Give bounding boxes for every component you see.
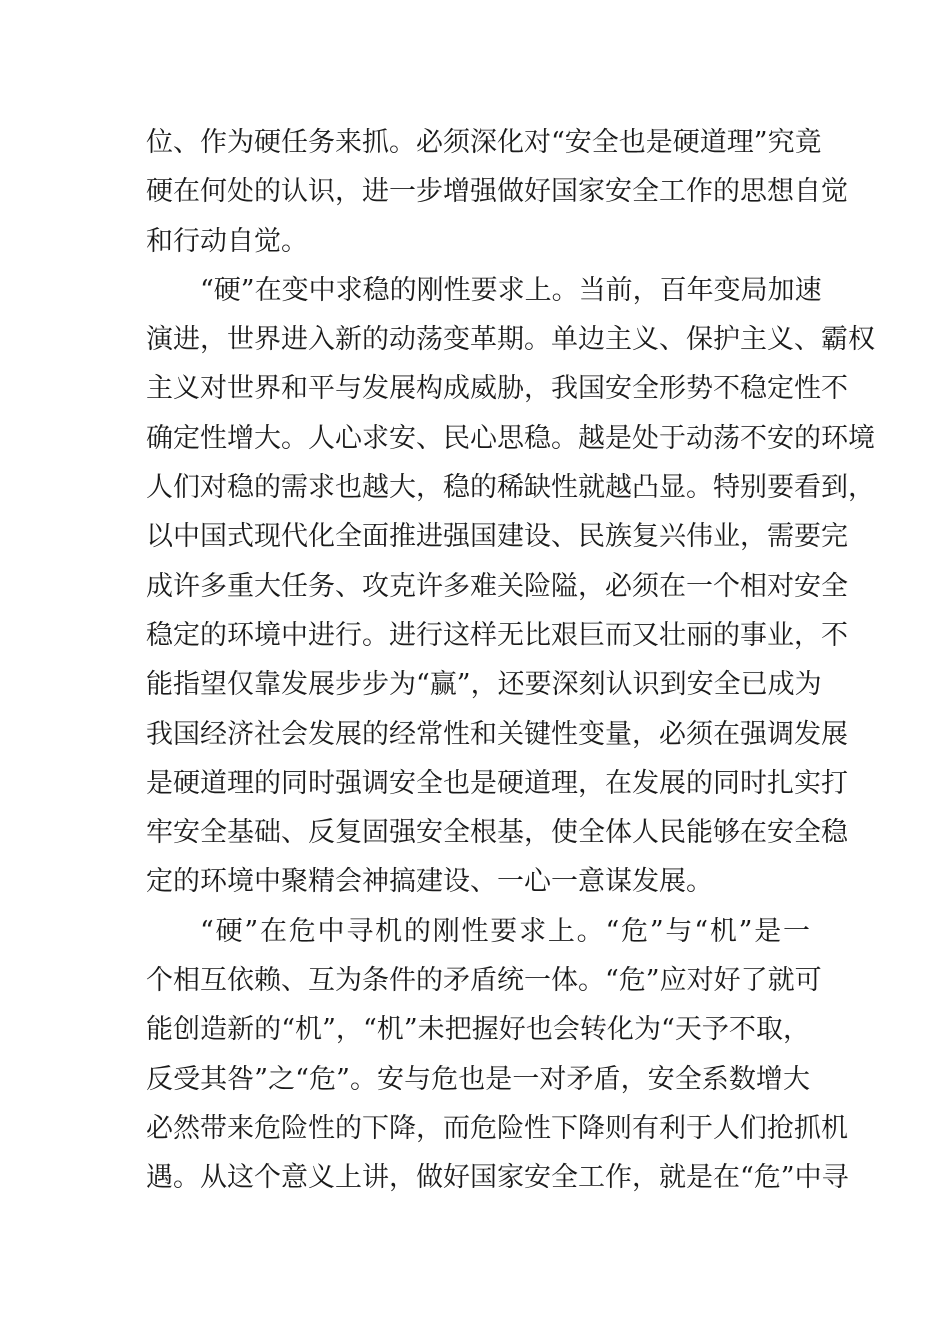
text-line: 反受其咎”之“危”。安与危也是一对矛盾，安全系数增大 — [146, 1063, 810, 1095]
paragraph-start-line: “硬”在危中寻机的刚性要求上。“危”与“机”是一 — [200, 915, 810, 947]
text-line: 是硬道理的同时强调安全也是硬道理，在发展的同时扎实打 — [146, 767, 848, 799]
text-line: 成许多重大任务、攻克许多难关险隘，必须在一个相对安全 — [146, 570, 848, 602]
text-line: 以中国式现代化全面推进强国建设、民族复兴伟业，需要完 — [146, 521, 848, 553]
document-body — [146, 118, 875, 1203]
text-line: 演进，世界进入新的动荡变革期。单边主义、保护主义、霸权 — [146, 324, 875, 356]
text-line: 定的环境中聚精会神搞建设、一心一意谋发展。 — [146, 866, 713, 898]
text-line: 位、作为硬任务来抓。必须深化对“安全也是硬道理”究竟 — [146, 127, 822, 158]
paragraph-start-line: “硬”在变中求稳的刚性要求上。当前，百年变局加速 — [200, 274, 822, 306]
text-line: 确定性增大。人心求安、民心思稳。越是处于动荡不安的环境 — [146, 422, 875, 454]
text-line: 能创造新的“机”，“机”未把握好也会转化为“天予不取， — [146, 1014, 810, 1046]
text-line: 牢安全基础、反复固强安全根基，使全体人民能够在安全稳 — [146, 817, 848, 849]
text-line: 个相互依赖、互为条件的矛盾统一体。“危”应对好了就可 — [146, 965, 822, 997]
text-line: 主义对世界和平与发展构成威胁，我国安全形势不稳定性不 — [146, 373, 848, 405]
text-line: 稳定的环境中进行。进行这样无比艰巨而又壮丽的事业，不 — [146, 619, 848, 651]
text-line: 必然带来危险性的下降，而危险性下降则有利于人们抢抓机 — [146, 1112, 848, 1144]
text-line: 硬在何处的认识，进一步增强做好国家安全工作的思想自觉 — [146, 176, 848, 208]
text-line: 能指望仅靠发展步步为“赢”，还要深刻认识到安全已成为 — [146, 669, 822, 701]
text-line: 和行动自觉。 — [146, 225, 308, 257]
text-line: 我国经济社会发展的经常性和关键性变量，必须在强调发展 — [146, 718, 848, 750]
text-line: 遇。从这个意义上讲，做好国家安全工作，就是在“危”中寻 — [146, 1162, 849, 1194]
text-line: 人们对稳的需求也越大，稳的稀缺性就越凸显。特别要看到， — [146, 472, 875, 504]
